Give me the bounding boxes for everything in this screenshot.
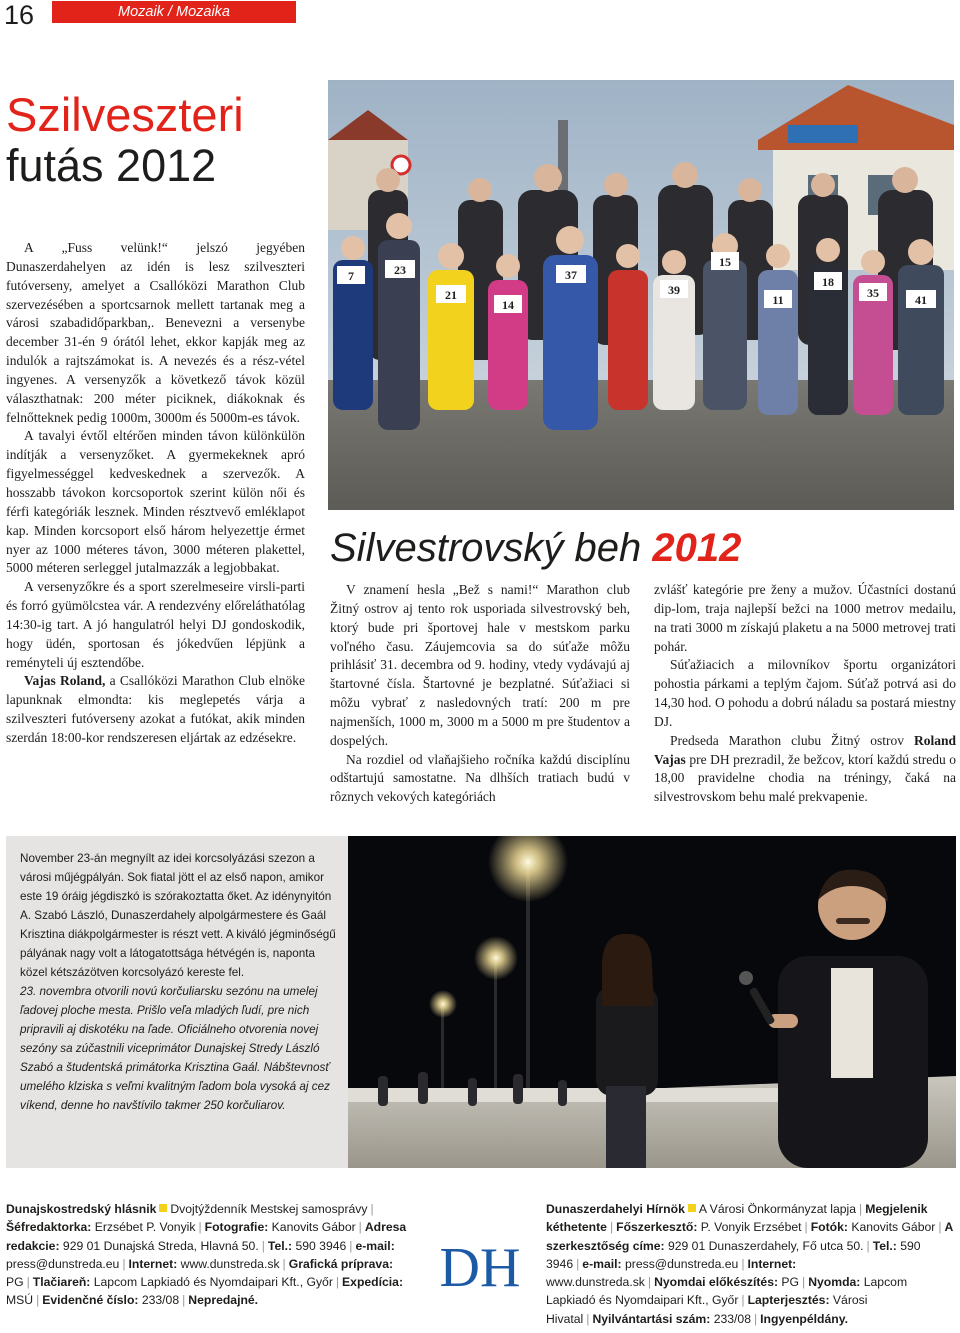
sk-imprint-item: Fotografie: Kanovits Gábor bbox=[204, 1220, 356, 1235]
separator: | bbox=[938, 1220, 942, 1235]
hu-paragraph-last bbox=[6, 672, 305, 747]
dh-logo bbox=[438, 1238, 522, 1294]
yellow-square-icon bbox=[688, 1204, 696, 1212]
sk-paper-name: Dunajskostredský hlásnik bbox=[6, 1202, 157, 1216]
separator: | bbox=[36, 1293, 40, 1308]
bib-number: 11 bbox=[772, 293, 784, 307]
sk-last-pre: Predseda Marathon clubu Žitný ostrov bbox=[670, 732, 914, 748]
separator: | bbox=[609, 1220, 614, 1235]
bib-number: 41 bbox=[915, 293, 927, 307]
sk-article-column-2 bbox=[654, 581, 956, 807]
hu-imprint-item: Nyomdai előkészítés: PG bbox=[654, 1275, 800, 1290]
bib-number: 14 bbox=[502, 298, 514, 312]
bib-number: 7 bbox=[348, 269, 354, 283]
sk-paragraph: zvlášť kategórie pre ženy a mužov. Účastníci dostanú dip-lom, traja najlepší bežci na 1000 metrov medailu, na trati 3000 m získajú plaketu a na 5000 metrovej trati pohár. bbox=[654, 582, 956, 654]
separator: | bbox=[741, 1293, 745, 1308]
sk-paragraph-last bbox=[654, 732, 956, 807]
separator: | bbox=[741, 1256, 745, 1271]
skating-photo-box bbox=[6, 836, 956, 1168]
rink-photo-illustration bbox=[348, 836, 956, 1168]
sk-imprint-item: Grafická príprava: PG bbox=[6, 1256, 394, 1290]
sk-paragraph: V znamení hesla „Bež s nami!“ Marathon club Žitný ostrov aj tento rok usporiada silvestrovský beh, ktorý bude pri športovej hale v mestskom parku voľného času. Záujemcovia sa do súťaže môžu prihlásiť 31. decembra od 9. hodiny, vtedy vydávajú aj štartovné čísla. Štartovné je bezplatné. Súťažiaci si môžu vybrať z nasledovných tratí: 200 m pre najmenších, 1000 m, 3000 m a 5000 m pre študentov a dospelých. bbox=[330, 582, 630, 748]
sk-imprint-item: Expedícia: MSÚ bbox=[6, 1275, 404, 1308]
section-header-bar bbox=[52, 1, 296, 23]
sk-imprint-item: Tel.: 590 3946 bbox=[267, 1238, 347, 1253]
dh-logo-text: DH bbox=[439, 1238, 521, 1294]
separator: | bbox=[182, 1293, 186, 1308]
bib-number: 23 bbox=[394, 263, 406, 277]
bib-number: 18 bbox=[822, 275, 834, 289]
footer-imprint-hu bbox=[546, 1200, 956, 1328]
sk-imprint-item: Tlačiareň: Lapcom Lapkiadó és Nyomdaipari Kft., Győr bbox=[32, 1275, 333, 1290]
hu-last-text: a Csallóközi Marathon Club elnöke lapunknak elmondta: kis meglepetés várja a szilveszteri futóverseny azokat a futókat, akik minden szerdán 18:00-kor rendszeresen eljártak az edzésekre. bbox=[6, 673, 305, 745]
hu-paper-description: A Városi Önkormányzat lapja bbox=[698, 1202, 857, 1216]
separator: | bbox=[586, 1311, 590, 1326]
separator: | bbox=[282, 1256, 286, 1271]
sk-last-text: pre DH prezradil, že bežcov, ktorí každú stredu o 18,00 pravidelne chodia na tréningy, čaká na silvestrovskom behu malé prekvapenie. bbox=[654, 751, 956, 805]
hu-article-title bbox=[6, 88, 326, 192]
hu-paragraph: A tavalyi évtől eltérően minden távon különkülön indítják a versenyzőket. A gyermekeknek apró figyelmességgel kedveskednek a szervezők. A hosszabb távokon korcsoportok szerint külön női és férfi kategóriák lesznek. Minden résztvevő emléklapot kap. Minden korcsoport első három helyezettje érmet nyer az 1000 méteres távon, 3000 méteren plakettel, 5000 méteren serleggel jutalmazzák a legjobbakat. bbox=[6, 428, 305, 576]
bib-number: 35 bbox=[867, 286, 879, 300]
hu-article-body bbox=[6, 239, 305, 748]
sk-article-column-1 bbox=[330, 581, 630, 807]
separator: | bbox=[576, 1256, 580, 1271]
hu-title-line2: futás 2012 bbox=[6, 140, 217, 192]
bib-number: 21 bbox=[445, 288, 457, 302]
skating-rink-photo bbox=[348, 836, 956, 1168]
separator: | bbox=[198, 1220, 202, 1235]
sk-imprint-item: Šéfredaktorka: Erzsébet P. Vonyik bbox=[6, 1220, 196, 1235]
hu-imprint-item: Lapterjesztés: Városi Hivatal bbox=[546, 1293, 868, 1326]
hu-imprint-item: Főszerkesztő: P. Vonyik Erzsébet bbox=[616, 1220, 802, 1235]
sk-imprint-item: Internet: www.dunstreda.sk bbox=[128, 1256, 280, 1271]
caption-sk: 23. novembra otvorili novú korčuliarsku sezónu na umelej ľadovej ploche mesta. Prišlo veľa mladých ľudí, pre nich pripravili aj diskotéku na ľade. Oficiálneho otvorenia novej sezóny sa zúčastnili viceprimátor Dunajskej Stredy László Szabó a študentská primátorka Krisztina Gaál. Nábštevnosť umelého klziska s veľmi kvalitným ľadom bola vysoká aj cez víkend, denne ho navštívilo takmer 250 korčuliarov. bbox=[20, 985, 330, 1112]
separator: | bbox=[753, 1311, 758, 1326]
separator: | bbox=[370, 1202, 374, 1216]
sk-imprint-item: e-mail: press@dunstreda.eu bbox=[6, 1238, 395, 1271]
footer-imprint-sk bbox=[6, 1200, 416, 1310]
yellow-square-icon bbox=[159, 1204, 167, 1212]
hu-imprint-item: Nyilvántartási szám: 233/08 bbox=[592, 1311, 751, 1326]
sk-article-title bbox=[330, 522, 741, 574]
hu-paragraph: A versenyzőkre és a sport szerelmeseire virsli-parti és forró gyümölcstea vár. A rendezvény előreláthatólag 14:30-ig tart. A jó hangulatról helyi DJ gondoskodik, hogy üdén, sportosan és jókedvűen lépjünk a reményteli új esztendőbe. bbox=[6, 579, 305, 670]
separator: | bbox=[859, 1202, 863, 1216]
hu-imprint-item: Nyomda: Lapcom Lapkiadó és Nyomdaipari Kft., Győr bbox=[546, 1275, 908, 1308]
separator: | bbox=[349, 1238, 353, 1253]
sk-paper-description: Dvojtýždenník Mestskej samosprávy bbox=[170, 1202, 368, 1216]
hu-person-name: Vajas Roland, bbox=[24, 673, 106, 689]
hu-imprint-item: Tel.: 590 3946 bbox=[546, 1238, 921, 1271]
sk-title-year: 2012 bbox=[652, 526, 742, 570]
bib-number: 39 bbox=[668, 283, 680, 297]
separator: | bbox=[122, 1256, 126, 1271]
sk-title-main: Silvestrovský beh bbox=[330, 526, 653, 570]
separator: | bbox=[804, 1220, 808, 1235]
separator: | bbox=[802, 1275, 806, 1290]
caption-hu: November 23-án megnyílt az idei korcsolyázási szezon a városi műjégpályán. Sok fiatal jött el az első napon, amikor este 19 óráig jégdiszkó is szórakoztatta őket. Az idénynyitón A. Szabó László, Dunaszerdahely alpolgármestere és Gaál Krisztina diákpolgármester is részt vett. A kiváló jégminőségű pályának nagy volt a látogatottsága hétvégén is, naponta közel kétszázötven korcsolyázó kereste fel. bbox=[20, 852, 336, 979]
sk-paragraph: Na rozdiel od vlaňajšieho ročníka každú disciplínu odštartujú samostatne. Na dlhších tratiach budú v rôznych vekových kategóriách bbox=[330, 751, 630, 805]
hu-imprint-item: e-mail: press@dunstreda.eu bbox=[582, 1256, 739, 1271]
separator: | bbox=[335, 1275, 340, 1290]
separator: | bbox=[866, 1238, 870, 1253]
hu-imprint-item: Internet: www.dunstreda.sk bbox=[546, 1256, 797, 1290]
bib-number: 37 bbox=[565, 268, 577, 282]
hu-imprint-item: Ingyenpéldány. bbox=[760, 1311, 848, 1326]
hu-title-line1: Szilveszteri bbox=[6, 88, 244, 141]
hu-imprint-item: Megjelenik kéthetente bbox=[546, 1202, 928, 1235]
section-label: Mozaik / Mozaika bbox=[117, 4, 230, 20]
separator: | bbox=[647, 1275, 652, 1290]
hu-imprint-item: A szerkesztőség címe: 929 01 Dunaszerdahely, Fő utca 50. bbox=[546, 1220, 953, 1253]
sk-person-name: Roland Vajas bbox=[654, 732, 956, 767]
skating-caption bbox=[20, 849, 340, 1115]
separator: | bbox=[26, 1275, 30, 1290]
sk-paragraph: Súťažiacich a milovníkov športu organizátori pohostia párkami a teplým čajom. Súťaž potrvá asi do 14,30 hod. O pohodu a dobrú náladu sa postará miestny DJ. bbox=[654, 657, 956, 729]
bib-number: 15 bbox=[719, 255, 731, 269]
sk-imprint-item: Adresa redakcie: 929 01 Dunajská Streda, Hlavná 50. bbox=[6, 1220, 407, 1253]
page-number: 16 bbox=[4, 0, 35, 30]
separator: | bbox=[261, 1238, 265, 1253]
sk-imprint-item: Nepredajné. bbox=[188, 1293, 259, 1308]
hu-imprint-item: Fotók: Kanovits Gábor bbox=[810, 1220, 936, 1235]
hu-paragraph: A „Fuss velünk!“ jelszó jegyében Dunaszerdahelyen az idén is lesz szilveszteri futóverseny, amelyet a Csallóközi Marathon Club szervezésében a sportcsarnok mellett tartanak meg a városi szabadidőparkban,. Benevezni a versenybe december 31-én 9 órától lehet, ekkor kapják meg az indulók a rajtszámokat is. A nevezés és a rész-vétel ingyenes. A versenyzők a következő távok közül választhatnak: 200 méter piciknek, diákoknak és felnőtteknek pedig 1000m, 3000m és 5000m-es távok. bbox=[6, 240, 305, 425]
race-photo-illustration bbox=[328, 80, 954, 510]
separator: | bbox=[358, 1220, 362, 1235]
race-photo bbox=[328, 80, 954, 510]
hu-paper-name: Dunaszerdahelyi Hírnök bbox=[546, 1202, 685, 1216]
sk-imprint-item: Evidenčné číslo: 233/08 bbox=[42, 1293, 180, 1308]
